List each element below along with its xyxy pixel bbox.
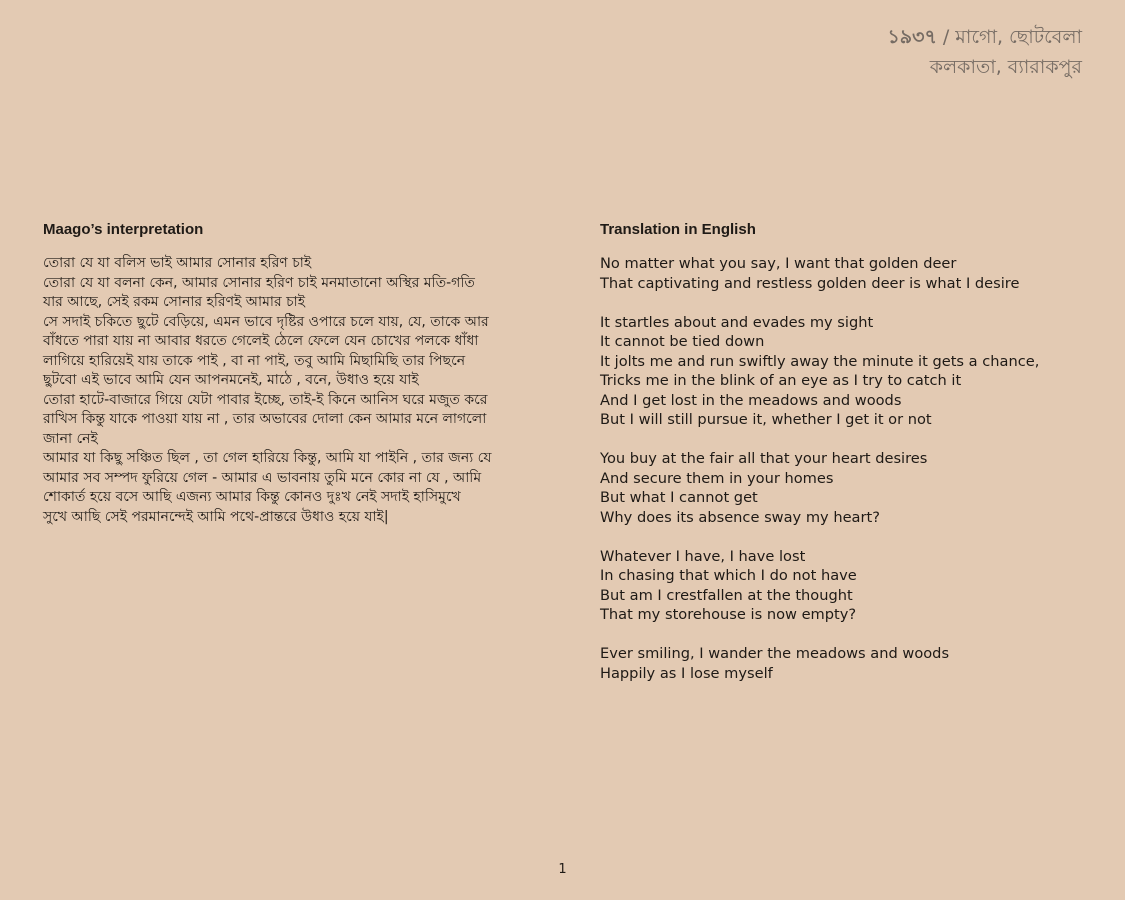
bengali-poem-line: ছুটবো এই ভাবে আমি যেন আপনমনেই, মাঠে , বনে, উধাও হয়ে যাই [43,372,419,388]
header-year: ১৯৩৭ [887,26,937,48]
header-title-line [887,22,1082,52]
english-poem-line: Whatever I have, I have lost [600,547,806,565]
english-poem-line: That my storehouse is now empty? [600,606,857,623]
bengali-poem-line: জানা নেই [43,430,98,447]
bengali-poem-line: সে সদাই চকিতে ছুটে বেড়িয়ে, এমন ভাবে দৃষ্টির ওপারে চলে যায়, যে, তাকে আর [43,313,489,330]
page-number: 1 [558,862,567,877]
english-stanza [600,449,1090,527]
header-separator: / [936,26,956,48]
english-stanza [600,313,1090,430]
header-subtitle: মাগো, ছোটবেলা [955,26,1082,48]
page-header [887,22,1082,82]
english-poem-line: Why does its absence sway my heart? [600,508,880,526]
bengali-poem-line: শোকার্ত হয়ে বসে আছি এজন্য আমার কিন্তু কোনও দুঃখ নেই সদাই হাসিমুখে [43,489,461,505]
english-poem-line: And I get lost in the meadows and woods [600,391,902,409]
english-stanza [600,547,1090,625]
bengali-poem-line: লাগিয়ে হারিয়েই যায় তাকে পাই , বা না পাই, তবু আমি মিছামিছি তার পিছনে [43,352,466,369]
english-poem-line: In chasing that which I do not have [600,567,857,584]
english-poem-line: It jolts me and run swiftly away the minute it gets a chance, [600,352,1040,370]
english-column [600,220,1090,703]
english-poem-line: That captivating and restless golden deer is what I desire [600,274,1020,292]
english-column-title: Translation in English [600,221,756,238]
bengali-column-title: Maago’s interpretation [43,221,204,238]
bengali-poem [43,254,553,527]
english-poem-line: And secure them in your homes [600,469,834,487]
english-poem-line: Ever smiling, I wander the meadows and woods [600,645,950,662]
bengali-poem-line: সুখে আছি সেই পরমানন্দেই আমি পথে-প্রান্তরে উধাও হয়ে যাই| [43,508,389,525]
header-place: কলকাতা, ব্যারাকপুর [929,56,1082,78]
english-poem [600,254,1090,683]
english-poem-line: Happily as I lose myself [600,664,773,682]
bengali-poem-line: যার আছে, সেই রকম সোনার হরিণই আমার চাই [43,294,306,310]
bengali-poem-line: তোরা হাটে-বাজারে গিয়ে যেটা পাবার ইচ্ছে, তাই-ই কিনে আনিস ঘরে মজুত করে [43,391,488,408]
english-poem-line: It cannot be tied down [600,333,765,350]
bengali-poem-line: তোরা যে যা বলিস ভাই আমার সোনার হরিণ চাই [43,255,312,271]
bengali-column [43,220,553,527]
english-poem-line: But am I crestfallen at the thought [600,586,853,604]
bengali-poem-line: আমার সব সম্পদ ফুরিয়ে গেল - আমার এ ভাবনায় তুমি মনে কোর না যে , আমি [43,469,482,486]
bengali-poem-line: বাঁধতে পারা যায় না আবার ধরতে গেলেই ঠেলে ফেলে যেন চোখের পলকে ধাঁধা [43,333,479,349]
bengali-poem-line: রাখিস কিন্তু যাকে পাওয়া যায় না , তার অভাবের দোলা কেন আমার মনে লাগলো [43,411,487,427]
english-stanza [600,254,1090,293]
english-poem-line: Tricks me in the blink of an eye as I try to catch it [600,372,962,389]
english-stanza [600,644,1090,683]
english-poem-line: It startles about and evades my sight [600,313,874,331]
english-poem-line: No matter what you say, I want that golden deer [600,255,957,272]
bengali-poem-line: আমার যা কিছু সঞ্চিত ছিল , তা গেল হারিয়ে কিন্তু, আমি যা পাইনি , তার জন্য যে [43,450,492,466]
english-poem-line: You buy at the fair all that your heart desires [600,450,928,467]
english-poem-line: But I will still pursue it, whether I get it or not [600,411,932,428]
english-poem-line: But what I cannot get [600,489,758,506]
bengali-poem-line: তোরা যে যা বলনা কেন, আমার সোনার হরিণ চাই মনমাতানো অস্থির মতি-গতি [43,274,475,291]
